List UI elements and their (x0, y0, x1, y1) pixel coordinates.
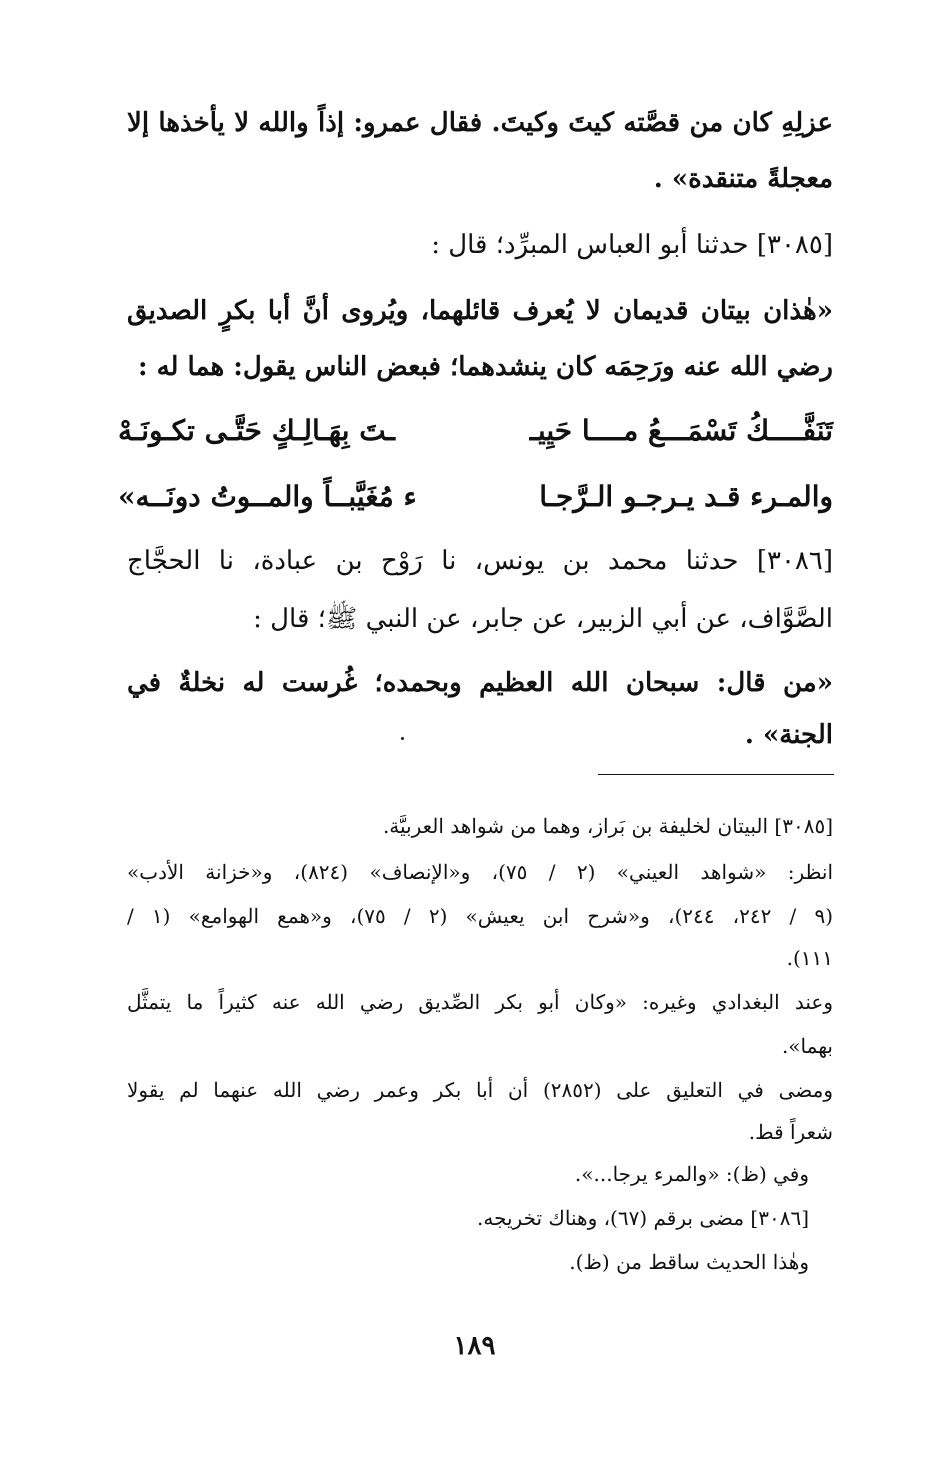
verse-1-hemistich-left: ـتَ بِهَـالِـكٍ حَتَّـى تكـونَـهْ (118, 414, 395, 447)
footnote-line-1: [٣٠٨٥] البيتان لخليفة بن بَراز، وهما من شواهد العربيَّة. (382, 814, 833, 838)
hadith-3086-header: [٣٠٨٦] حدثنا محمد بن يونس، نا رَوْح بن عبادة، نا الحجَّاج (127, 546, 833, 576)
footnote-line-4: ١١١). (786, 946, 833, 970)
footnote-line-9: وفي (ظ): «والمرء يرجا...». (574, 1162, 809, 1186)
footnote-line-10: [٣٠٨٦] مضى برقم (٦٧)، وهناك تخريجه. (476, 1206, 809, 1230)
body-line-4: «هٰذان بيتان قديمان لا يُعرف قائلهما، ويُروى أنَّ أبا بكرٍ الصديق (127, 296, 833, 326)
verse-1-hemistich-right: تَنَفَّــــكُ تَسْمَـــعُ مــــا حَيِيـ (529, 414, 833, 447)
footnote-line-2: انظر: «شواهد العيني» (٢ / ٧٥)، و«الإنصاف» (٨٢٤)، و«خزانة الأدب» (127, 860, 834, 884)
body-line-1: عزلِهِ كان من قصَّته كيتَ وكيتَ. فقال عمرو: إذاً والله لا يأخذها إلا (127, 108, 833, 138)
footnote-line-3: (٩ / ٢٤٢، ٢٤٤)، و«شرح ابن يعيش» (٢ / ٧٥)، و«همع الهوامع» (١ / (127, 904, 834, 928)
footnote-line-11: وهٰذا الحديث ساقط من (ظ). (569, 1250, 809, 1274)
body-line-hadith-text: «من قال: سبحان الله العظيم وبحمده؛ غُرست له نخلةٌ في (127, 668, 833, 698)
body-line-hadith-end: الجنة» . (744, 720, 833, 750)
verse-2-hemistich-right: والمـرء قـد يـرجـو الـرَّجـا (539, 480, 833, 513)
page-number: ١٨٩ (453, 1331, 496, 1361)
footnote-line-8: شعراً قط. (748, 1120, 833, 1144)
body-line-isnad: الصَّوَّاف، عن أبي الزبير، عن جابر، عن النبي ﷺ؛ قال : (253, 604, 833, 634)
verse-2-hemistich-left: ء مُغَيَّبــاً والمــوتُ دونَــه» (118, 480, 417, 513)
body-line-2: معجلةً متنقدة» . (653, 164, 833, 194)
hadith-3085-header: [٣٠٨٥] حدثنا أبو العباس المبرِّد؛ قال : (431, 230, 833, 260)
footnote-line-6: بهما». (781, 1034, 833, 1058)
footnote-line-7: ومضى في التعليق على (٢٨٥٢) أن أبا بكر وعمر رضي الله عنهما لم يقولا (127, 1078, 833, 1102)
stray-dot (401, 737, 404, 740)
footnote-separator (598, 774, 834, 775)
body-line-5: رضي الله عنه ورَحِمَه كان ينشدهما؛ فبعض الناس يقول: هما له : (137, 352, 833, 382)
footnote-line-5: وعند البغدادي وغيره: «وكان أبو بكر الصِّديق رضي الله عنه كثيراً ما يتمثَّل (127, 990, 833, 1014)
